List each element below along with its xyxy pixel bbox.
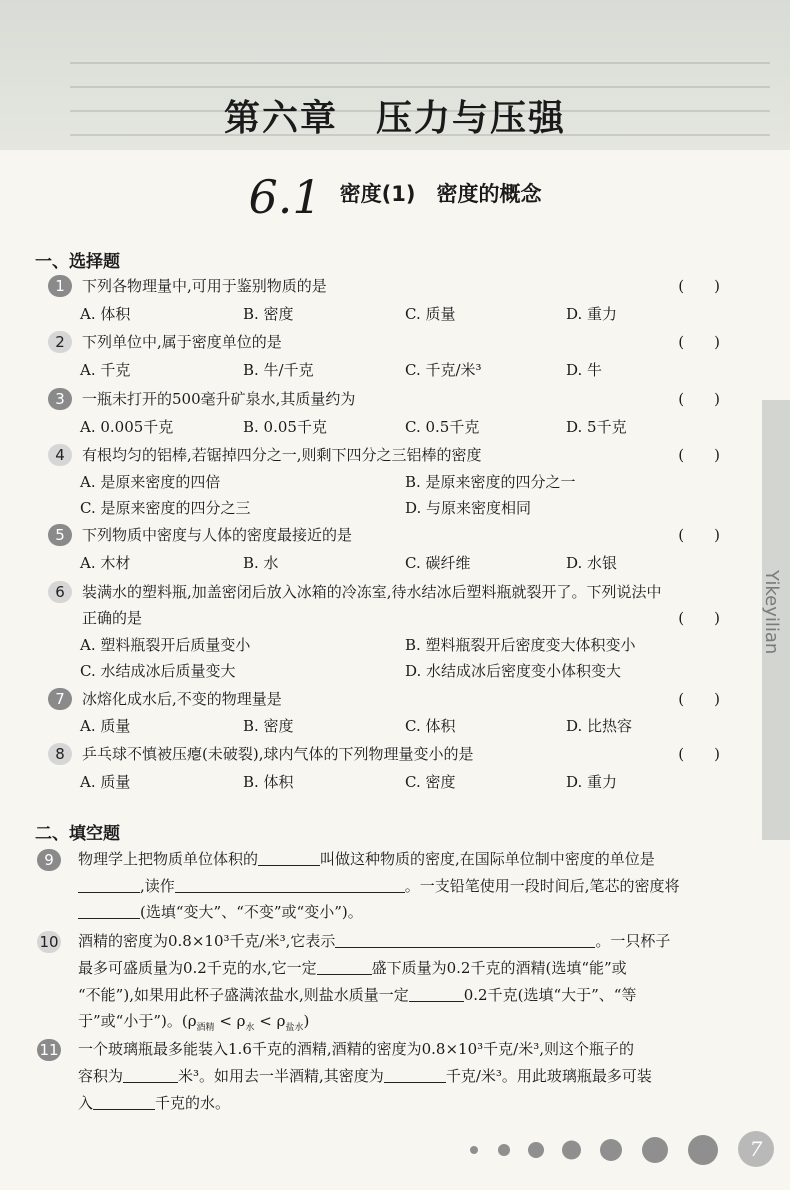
footer-dots — [470, 1130, 780, 1170]
question-number-badge: 5 — [48, 524, 72, 546]
answer-bracket[interactable]: ( ) — [678, 390, 720, 408]
option-d[interactable]: D. 重力 — [566, 305, 618, 323]
question-text: < ρ — [214, 1012, 246, 1030]
option-a[interactable]: A. 质量 — [80, 773, 131, 791]
answer-blank[interactable] — [409, 985, 464, 1002]
answer-blank[interactable] — [317, 958, 372, 975]
question-11-line-1 — [78, 1036, 634, 1063]
question-text: 入 — [78, 1094, 94, 1112]
question-6 — [48, 580, 750, 604]
option-c[interactable]: C. 碳纤维 — [405, 554, 471, 572]
answer-blank[interactable] — [335, 931, 595, 948]
dot-icon — [470, 1146, 478, 1154]
question-number-badge: 9 — [37, 849, 61, 871]
answer-bracket[interactable]: ( ) — [678, 745, 720, 763]
section-number: 6.1 — [248, 170, 322, 224]
option-c[interactable]: C. 体积 — [405, 717, 456, 735]
question-text: 正确的是 — [82, 609, 143, 627]
dot-icon — [688, 1135, 718, 1165]
answer-blank[interactable] — [123, 1066, 178, 1083]
question-text: 于”或“小于”)。(ρ — [78, 1012, 197, 1030]
question-11-line-3 — [78, 1090, 230, 1117]
question-11-line-2 — [78, 1063, 652, 1090]
answer-blank[interactable] — [258, 849, 320, 866]
question-text: 一个玻璃瓶最多能装入1.6千克的酒精,酒精的密度为0.8×10³千克/米³,则这个瓶子的 — [78, 1040, 634, 1058]
subscript: 盐水 — [285, 1023, 304, 1033]
option-b[interactable]: B. 水 — [243, 554, 279, 572]
option-d[interactable]: D. 水银 — [566, 554, 618, 572]
answer-bracket[interactable]: ( ) — [678, 277, 720, 295]
answer-blank[interactable] — [384, 1066, 446, 1083]
question-text: 盛下质量为0.2千克的酒精(选填“能”或 — [371, 959, 627, 977]
question-9-line-1 — [78, 846, 655, 873]
question-text: 物理学上把物质单位体积的 — [78, 850, 259, 868]
option-c[interactable]: C. 是原来密度的四分之三 — [80, 499, 251, 517]
section-heading-choice: 一、选择题 — [35, 252, 120, 272]
question-text: 下列各物理量中,可用于鉴别物质的是 — [82, 277, 327, 295]
dot-icon — [600, 1139, 622, 1161]
question-2 — [48, 330, 750, 354]
option-c[interactable]: C. 质量 — [405, 305, 456, 323]
answer-blank[interactable] — [78, 902, 140, 919]
question-number-badge: 8 — [48, 743, 72, 765]
question-text: 千克的水。 — [155, 1094, 231, 1112]
option-d[interactable]: D. 5千克 — [566, 418, 627, 436]
question-number-badge: 1 — [48, 275, 72, 297]
question-text: (选填“变大”、“不变”或“变小”)。 — [140, 903, 363, 921]
answer-bracket[interactable]: ( ) — [678, 526, 720, 544]
option-c[interactable]: C. 水结成冰后质量变大 — [80, 662, 236, 680]
subscript: 酒精 — [196, 1023, 215, 1033]
question-9-line-2 — [78, 873, 680, 900]
answer-blank[interactable] — [78, 876, 140, 893]
question-number-badge: 3 — [48, 388, 72, 410]
section-heading-fill: 二、填空题 — [35, 824, 120, 844]
side-tab-label: Yikeyilian — [761, 570, 782, 655]
option-d[interactable]: D. 比热容 — [566, 717, 633, 735]
option-b[interactable]: B. 牛/千克 — [243, 361, 314, 379]
question-10-line-3 — [78, 982, 636, 1009]
question-text: 有根均匀的铝棒,若锯掉四分之一,则剩下四分之三铝棒的密度 — [82, 446, 482, 464]
dot-icon — [498, 1144, 510, 1156]
answer-blank[interactable] — [93, 1093, 155, 1110]
option-b[interactable]: B. 体积 — [243, 773, 294, 791]
question-text: 。一只杯子 — [595, 932, 671, 950]
question-3 — [48, 387, 750, 411]
subscript: 水 — [245, 1023, 255, 1033]
option-a[interactable]: A. 塑料瓶裂开后质量变小 — [80, 636, 251, 654]
question-10-line-1 — [78, 928, 670, 955]
option-d[interactable]: D. 水结成冰后密度变小体积变大 — [405, 662, 622, 680]
answer-bracket[interactable]: ( ) — [678, 690, 720, 708]
option-a[interactable]: A. 千克 — [80, 361, 131, 379]
question-8 — [48, 742, 750, 766]
option-a[interactable]: A. 0.005千克 — [80, 418, 174, 436]
question-text: 叫做这种物质的密度,在国际单位制中密度的单位是 — [320, 850, 655, 868]
question-number-badge: 10 — [37, 931, 61, 953]
question-text: 容积为 — [78, 1067, 124, 1085]
question-text: 最多可盛质量为0.2千克的水,它一定 — [78, 959, 317, 977]
option-a[interactable]: A. 是原来密度的四倍 — [80, 473, 221, 491]
question-text: 下列物质中密度与人体的密度最接近的是 — [82, 526, 353, 544]
answer-bracket[interactable]: ( ) — [678, 333, 720, 351]
chapter-title: 第六章 压力与压强 — [223, 98, 566, 139]
question-text: 下列单位中,属于密度单位的是 — [82, 333, 282, 351]
dot-icon — [642, 1137, 668, 1163]
question-number-badge: 4 — [48, 444, 72, 466]
question-text: 。一支铅笔使用一段时间后,笔芯的密度将 — [404, 877, 680, 895]
section-subtitle: 密度(1) 密度的概念 — [339, 182, 542, 206]
option-a[interactable]: A. 体积 — [80, 305, 131, 323]
question-6-continued — [48, 606, 750, 630]
dot-icon — [562, 1141, 581, 1160]
question-text: < ρ — [254, 1012, 286, 1030]
question-text: 米³。如用去一半酒精,其密度为 — [178, 1067, 384, 1085]
question-text: 冰熔化成水后,不变的物理量是 — [82, 690, 282, 708]
question-text: 一瓶未打开的500毫升矿泉水,其质量约为 — [82, 390, 356, 408]
question-9-line-3 — [78, 899, 363, 926]
question-7 — [48, 687, 750, 711]
option-a[interactable]: A. 质量 — [80, 717, 131, 735]
option-d[interactable]: D. 与原来密度相同 — [405, 499, 532, 517]
dot-icon — [528, 1142, 544, 1158]
question-text: “不能”),如果用此杯子盛满浓盐水,则盐水质量一定 — [78, 986, 409, 1004]
option-d[interactable]: D. 牛 — [566, 361, 603, 379]
question-4 — [48, 443, 750, 467]
question-number-badge: 11 — [37, 1039, 61, 1061]
answer-blank[interactable] — [175, 876, 405, 893]
question-text: 乒乓球不慎被压瘪(未破裂),球内气体的下列物理量变小的是 — [82, 745, 474, 763]
answer-bracket[interactable]: ( ) — [678, 446, 720, 464]
question-number-badge: 2 — [48, 331, 72, 353]
question-number-badge: 7 — [48, 688, 72, 710]
question-text: ,读作 — [140, 877, 175, 895]
answer-bracket[interactable]: ( ) — [678, 609, 720, 627]
question-number-badge: 6 — [48, 581, 72, 603]
question-text: 酒精的密度为0.8×10³千克/米³,它表示 — [78, 932, 336, 950]
question-text: 装满水的塑料瓶,加盖密闭后放入冰箱的冷冻室,待水结冰后塑料瓶就裂开了。下列说法中 — [82, 583, 662, 601]
option-d[interactable]: D. 重力 — [566, 773, 618, 791]
page-number: 7 — [738, 1131, 774, 1167]
option-a[interactable]: A. 木材 — [80, 554, 131, 572]
question-5 — [48, 523, 750, 547]
question-1 — [48, 274, 750, 298]
question-text: ) — [303, 1012, 310, 1030]
option-c[interactable]: C. 千克/米³ — [405, 361, 482, 379]
option-b[interactable]: B. 0.05千克 — [243, 418, 327, 436]
question-text: 千克/米³。用此玻璃瓶最多可装 — [445, 1067, 652, 1085]
option-b[interactable]: B. 密度 — [243, 717, 294, 735]
section-title — [0, 170, 790, 224]
option-b[interactable]: B. 塑料瓶裂开后密度变大体积变小 — [405, 636, 636, 654]
option-b[interactable]: B. 是原来密度的四分之一 — [405, 473, 576, 491]
option-b[interactable]: B. 密度 — [243, 305, 294, 323]
option-c[interactable]: C. 密度 — [405, 773, 456, 791]
question-10-line-2 — [78, 955, 627, 982]
option-c[interactable]: C. 0.5千克 — [405, 418, 480, 436]
question-text: 0.2千克(选填“大于”、“等 — [463, 986, 637, 1004]
